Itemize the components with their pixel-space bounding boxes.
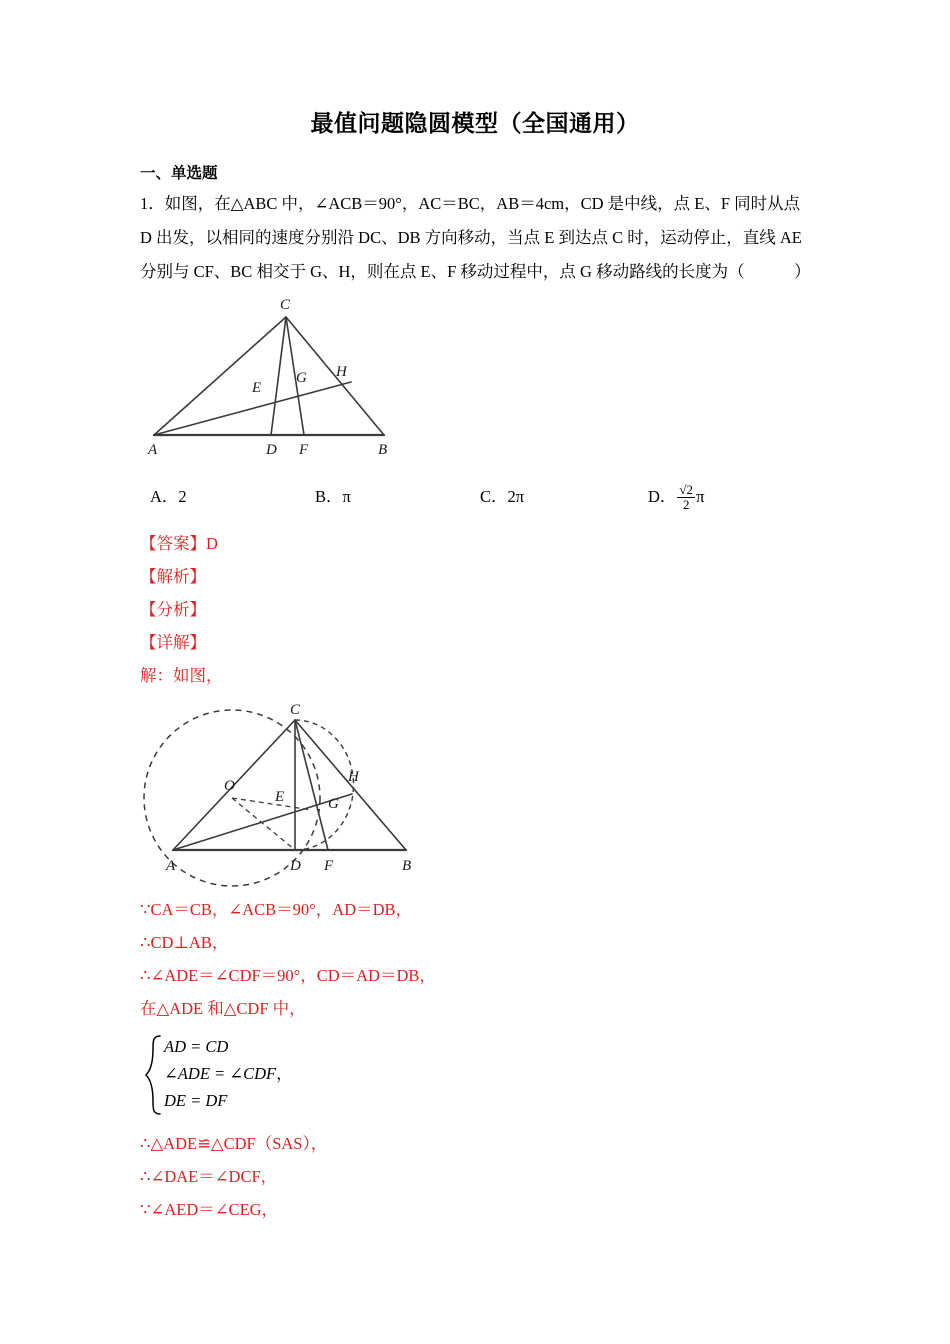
figure2-label-C: C <box>290 702 301 718</box>
option-a[interactable] <box>150 483 187 507</box>
detail-label: 【详解】 <box>140 633 206 652</box>
figure-1-svg <box>140 295 560 460</box>
option-d-denominator: 2 <box>682 496 690 512</box>
figure-2-svg <box>140 698 470 888</box>
solution-step-7: ∵∠AED＝∠CEG， <box>140 1200 279 1219</box>
option-d-fraction <box>677 483 695 511</box>
figure1-label-A: A <box>148 442 158 458</box>
solution-step-3: ∴∠ADE＝∠CDF＝90°，CD＝AD＝DB， <box>140 966 436 985</box>
option-d-suffix: π <box>696 487 705 506</box>
solution-step-1: ∵CA＝CB，∠ACB＝90°，AD＝DB， <box>140 900 413 919</box>
question-number: 1． <box>140 194 165 213</box>
figure2-label-O: O <box>224 778 235 794</box>
system-rows <box>164 1033 293 1114</box>
figure1-label-E: E <box>252 380 262 396</box>
system-trailing-comma: ， <box>276 1064 293 1083</box>
answer-options <box>140 477 820 527</box>
option-c-key: C． <box>480 487 508 506</box>
solution-step-4: 在△ADE 和△CDF 中， <box>140 999 306 1018</box>
solution-intro: 解：如图， <box>140 666 223 685</box>
option-d[interactable] <box>648 483 704 512</box>
figure-2-hidden-circle <box>140 698 820 893</box>
option-a-value: 2 <box>178 487 187 506</box>
answer-label: 【答案】 <box>140 534 206 553</box>
question-text-1: 如图，在△ABC 中，∠ACB＝90°，AC＝BC，AB＝4cm，CD 是中线，点 E、F 同时从点 <box>164 194 801 213</box>
option-d-numerator: √2 <box>679 482 694 498</box>
section-heading: 一、单选题 <box>140 165 218 182</box>
figure1-label-B: B <box>378 442 388 458</box>
question-line-1 <box>140 187 820 221</box>
system-row-3: DE = DF <box>164 1091 228 1110</box>
analyze-label: 【分析】 <box>140 600 206 619</box>
left-brace-icon <box>144 1033 164 1117</box>
figure2-label-H: H <box>348 769 359 785</box>
figure2-label-G: G <box>328 796 339 812</box>
congruence-system <box>144 1033 820 1117</box>
solution-step-6: ∴∠DAE＝∠DCF， <box>140 1167 278 1186</box>
answer-value: D <box>206 534 218 553</box>
option-c-value: 2π <box>507 487 525 506</box>
figure2-label-F: F <box>324 858 334 874</box>
figure1-label-D: D <box>266 442 277 458</box>
solution-step-2: ∴CD⊥AB， <box>140 933 229 952</box>
figure1-label-H: H <box>336 364 347 380</box>
figure1-label-G: G <box>296 370 307 386</box>
option-b-key: B． <box>315 487 343 506</box>
document-body <box>140 163 820 1226</box>
system-row-2-text: ∠ADE = ∠CDF <box>164 1064 277 1083</box>
system-row-1: AD = CD <box>164 1037 229 1056</box>
solution-step-5: ∴△ADE≌△CDF（SAS）， <box>140 1134 328 1153</box>
figure1-label-C: C <box>280 297 291 313</box>
option-c[interactable] <box>480 483 524 507</box>
option-a-key: A． <box>150 487 179 506</box>
figure1-label-F: F <box>299 442 309 458</box>
page-title: 最值问题隐圆模型（全国通用） <box>310 110 640 136</box>
figure-1-triangle-abc <box>140 295 820 465</box>
option-b[interactable] <box>315 483 351 507</box>
system-row-2 <box>164 1060 293 1087</box>
question-line-3: 分别与 CF、BC 相交于 G、H，则在点 E、F 移动过程中，点 G 移动路线的长度为（ ） <box>140 262 811 281</box>
figure2-label-D: D <box>290 858 301 874</box>
figure2-label-B: B <box>402 858 412 874</box>
answer-row <box>140 527 820 560</box>
question-line-2: D 出发，以相同的速度分别沿 DC、DB 方向移动，当点 E 到达点 C 时，运动停止，直线 AE <box>140 228 802 247</box>
figure2-label-A: A <box>166 858 176 874</box>
figure2-label-E: E <box>275 789 285 805</box>
hidden-arc-cgd <box>295 720 354 850</box>
option-d-key: D． <box>648 487 677 506</box>
analysis-label: 【解析】 <box>140 567 206 586</box>
option-b-value: π <box>342 487 351 506</box>
